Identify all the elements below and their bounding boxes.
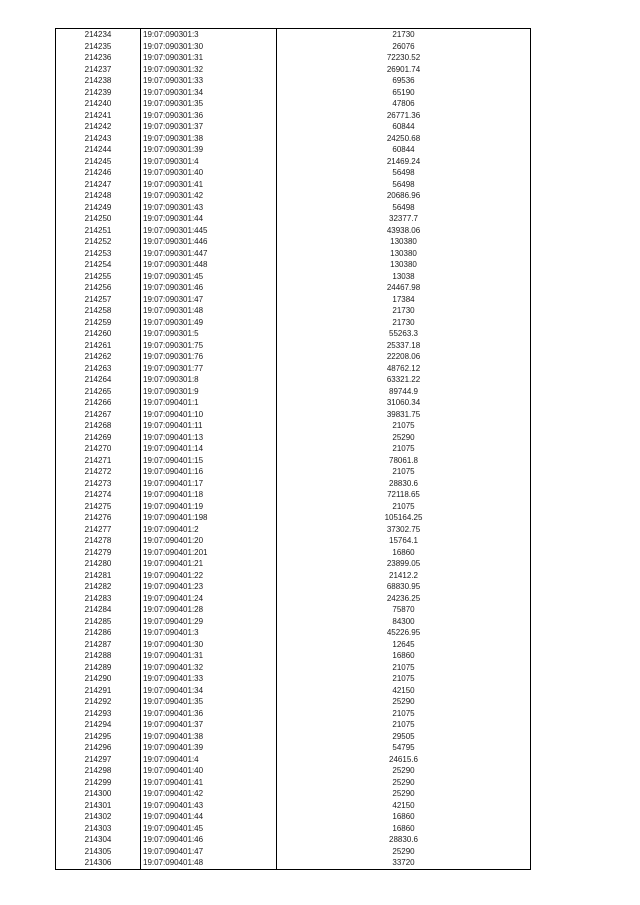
table-row: [56, 156, 531, 168]
table-row: [56, 190, 531, 202]
row-id-cell: 214252: [56, 236, 141, 248]
row-id-cell: 214282: [56, 581, 141, 593]
cadastral-code-cell: 19:07:090401:10: [141, 409, 277, 421]
row-id-cell: 214266: [56, 397, 141, 409]
amount-cell: 130380: [277, 236, 531, 248]
cadastral-code-cell: 19:07:090401:43: [141, 800, 277, 812]
amount-cell: 32377.7: [277, 213, 531, 225]
row-id-cell: 214305: [56, 846, 141, 858]
amount-cell: 21075: [277, 501, 531, 513]
row-id-cell: 214294: [56, 719, 141, 731]
table-row: [56, 489, 531, 501]
row-id-cell: 214234: [56, 29, 141, 41]
table-row: [56, 294, 531, 306]
cadastral-code-cell: 19:07:090301:3: [141, 29, 277, 41]
cadastral-code-cell: 19:07:090401:17: [141, 478, 277, 490]
cadastral-code-cell: 19:07:090401:31: [141, 650, 277, 662]
amount-cell: 63321.22: [277, 374, 531, 386]
table-row: [56, 547, 531, 559]
row-id-cell: 214267: [56, 409, 141, 421]
cadastral-code-cell: 19:07:090401:20: [141, 535, 277, 547]
amount-cell: 60844: [277, 121, 531, 133]
row-id-cell: 214293: [56, 708, 141, 720]
row-id-cell: 214265: [56, 386, 141, 398]
row-id-cell: 214279: [56, 547, 141, 559]
amount-cell: 37302.75: [277, 524, 531, 536]
cadastral-code-cell: 19:07:090301:446: [141, 236, 277, 248]
cadastral-code-cell: 19:07:090401:41: [141, 777, 277, 789]
table-row: [56, 627, 531, 639]
row-id-cell: 214268: [56, 420, 141, 432]
row-id-cell: 214274: [56, 489, 141, 501]
row-id-cell: 214297: [56, 754, 141, 766]
row-id-cell: 214241: [56, 110, 141, 122]
cadastral-code-cell: 19:07:090301:44: [141, 213, 277, 225]
row-id-cell: 214237: [56, 64, 141, 76]
amount-cell: 69536: [277, 75, 531, 87]
row-id-cell: 214264: [56, 374, 141, 386]
row-id-cell: 214295: [56, 731, 141, 743]
row-id-cell: 214290: [56, 673, 141, 685]
amount-cell: 25290: [277, 432, 531, 444]
row-id-cell: 214299: [56, 777, 141, 789]
table-row: [56, 64, 531, 76]
amount-cell: 25290: [277, 696, 531, 708]
amount-cell: 16860: [277, 811, 531, 823]
table-row: [56, 340, 531, 352]
table-row: [56, 248, 531, 260]
cadastral-code-cell: 19:07:090301:4: [141, 156, 277, 168]
table-row: [56, 570, 531, 582]
amount-cell: 72118.65: [277, 489, 531, 501]
amount-cell: 56498: [277, 202, 531, 214]
row-id-cell: 214262: [56, 351, 141, 363]
table-row: [56, 386, 531, 398]
table-row: [56, 501, 531, 513]
cadastral-code-cell: 19:07:090301:33: [141, 75, 277, 87]
row-id-cell: 214306: [56, 857, 141, 869]
row-id-cell: 214298: [56, 765, 141, 777]
cadastral-code-cell: 19:07:090401:18: [141, 489, 277, 501]
cadastral-code-cell: 19:07:090401:36: [141, 708, 277, 720]
amount-cell: 26076: [277, 41, 531, 53]
cadastral-code-cell: 19:07:090401:46: [141, 834, 277, 846]
amount-cell: 21412.2: [277, 570, 531, 582]
amount-cell: 89744.9: [277, 386, 531, 398]
table-row: [56, 271, 531, 283]
cadastral-code-cell: 19:07:090301:39: [141, 144, 277, 156]
table-row: [56, 144, 531, 156]
cadastral-code-cell: 19:07:090401:34: [141, 685, 277, 697]
table-row: [56, 259, 531, 271]
row-id-cell: 214277: [56, 524, 141, 536]
table-row: [56, 765, 531, 777]
table-row: [56, 731, 531, 743]
table-row: [56, 167, 531, 179]
amount-cell: 130380: [277, 259, 531, 271]
amount-cell: 16860: [277, 650, 531, 662]
table-row: [56, 87, 531, 99]
row-id-cell: 214292: [56, 696, 141, 708]
amount-cell: 21730: [277, 29, 531, 41]
amount-cell: 20686.96: [277, 190, 531, 202]
row-id-cell: 214284: [56, 604, 141, 616]
data-table: [55, 28, 531, 870]
table-row: [56, 363, 531, 375]
table-row: [56, 455, 531, 467]
amount-cell: 39831.75: [277, 409, 531, 421]
amount-cell: 65190: [277, 87, 531, 99]
table-row: [56, 466, 531, 478]
cadastral-code-cell: 19:07:090401:42: [141, 788, 277, 800]
row-id-cell: 214286: [56, 627, 141, 639]
table-row: [56, 800, 531, 812]
amount-cell: 48762.12: [277, 363, 531, 375]
cadastral-code-cell: 19:07:090401:40: [141, 765, 277, 777]
row-id-cell: 214287: [56, 639, 141, 651]
table-row: [56, 351, 531, 363]
table-row: [56, 512, 531, 524]
amount-cell: 31060.34: [277, 397, 531, 409]
cadastral-code-cell: 19:07:090401:13: [141, 432, 277, 444]
amount-cell: 25290: [277, 765, 531, 777]
table-row: [56, 420, 531, 432]
amount-cell: 130380: [277, 248, 531, 260]
table-row: [56, 639, 531, 651]
cadastral-code-cell: 19:07:090301:43: [141, 202, 277, 214]
row-id-cell: 214276: [56, 512, 141, 524]
cadastral-code-cell: 19:07:090401:29: [141, 616, 277, 628]
table-row: [56, 524, 531, 536]
amount-cell: 21469.24: [277, 156, 531, 168]
amount-cell: 21730: [277, 317, 531, 329]
row-id-cell: 214304: [56, 834, 141, 846]
row-id-cell: 214270: [56, 443, 141, 455]
row-id-cell: 214301: [56, 800, 141, 812]
cadastral-code-cell: 19:07:090401:30: [141, 639, 277, 651]
amount-cell: 45226.95: [277, 627, 531, 639]
cadastral-code-cell: 19:07:090301:42: [141, 190, 277, 202]
cadastral-code-cell: 19:07:090301:34: [141, 87, 277, 99]
table-row: [56, 708, 531, 720]
table-row: [56, 685, 531, 697]
cadastral-code-cell: 19:07:090301:448: [141, 259, 277, 271]
row-id-cell: 214255: [56, 271, 141, 283]
amount-cell: 13038: [277, 271, 531, 283]
row-id-cell: 214235: [56, 41, 141, 53]
cadastral-code-cell: 19:07:090301:75: [141, 340, 277, 352]
table-row: [56, 179, 531, 191]
amount-cell: 84300: [277, 616, 531, 628]
amount-cell: 42150: [277, 685, 531, 697]
table-row: [56, 616, 531, 628]
table-row: [56, 29, 531, 41]
amount-cell: 24250.68: [277, 133, 531, 145]
table-row: [56, 604, 531, 616]
row-id-cell: 214257: [56, 294, 141, 306]
amount-cell: 23899.05: [277, 558, 531, 570]
table-row: [56, 52, 531, 64]
amount-cell: 68830.95: [277, 581, 531, 593]
row-id-cell: 214258: [56, 305, 141, 317]
amount-cell: 25290: [277, 846, 531, 858]
table-row: [56, 823, 531, 835]
table-row: [56, 581, 531, 593]
amount-cell: 26901.74: [277, 64, 531, 76]
amount-cell: 75870: [277, 604, 531, 616]
table-row: [56, 754, 531, 766]
table-row: [56, 535, 531, 547]
table-row: [56, 650, 531, 662]
amount-cell: 16860: [277, 823, 531, 835]
row-id-cell: 214242: [56, 121, 141, 133]
amount-cell: 25337.18: [277, 340, 531, 352]
table-row: [56, 225, 531, 237]
row-id-cell: 214245: [56, 156, 141, 168]
amount-cell: 43938.06: [277, 225, 531, 237]
row-id-cell: 214291: [56, 685, 141, 697]
row-id-cell: 214250: [56, 213, 141, 225]
cadastral-code-cell: 19:07:090401:1: [141, 397, 277, 409]
amount-cell: 47806: [277, 98, 531, 110]
table-row: [56, 409, 531, 421]
cadastral-code-cell: 19:07:090401:15: [141, 455, 277, 467]
cadastral-code-cell: 19:07:090401:39: [141, 742, 277, 754]
table-row: [56, 133, 531, 145]
row-id-cell: 214273: [56, 478, 141, 490]
row-id-cell: 214278: [56, 535, 141, 547]
cadastral-code-cell: 19:07:090401:24: [141, 593, 277, 605]
amount-cell: 24615.6: [277, 754, 531, 766]
amount-cell: 24236.25: [277, 593, 531, 605]
amount-cell: 24467.98: [277, 282, 531, 294]
cadastral-code-cell: 19:07:090401:47: [141, 846, 277, 858]
amount-cell: 54795: [277, 742, 531, 754]
row-id-cell: 214244: [56, 144, 141, 156]
table-row: [56, 202, 531, 214]
cadastral-code-cell: 19:07:090301:445: [141, 225, 277, 237]
row-id-cell: 214239: [56, 87, 141, 99]
cadastral-code-cell: 19:07:090301:447: [141, 248, 277, 260]
row-id-cell: 214247: [56, 179, 141, 191]
row-id-cell: 214275: [56, 501, 141, 513]
amount-cell: 28830.6: [277, 478, 531, 490]
row-id-cell: 214281: [56, 570, 141, 582]
table-row: [56, 443, 531, 455]
cadastral-code-cell: 19:07:090301:76: [141, 351, 277, 363]
row-id-cell: 214271: [56, 455, 141, 467]
table-row: [56, 846, 531, 858]
table-row: [56, 397, 531, 409]
row-id-cell: 214261: [56, 340, 141, 352]
amount-cell: 21075: [277, 420, 531, 432]
table-row: [56, 593, 531, 605]
row-id-cell: 214263: [56, 363, 141, 375]
row-id-cell: 214296: [56, 742, 141, 754]
cadastral-code-cell: 19:07:090301:9: [141, 386, 277, 398]
table-row: [56, 834, 531, 846]
cadastral-code-cell: 19:07:090301:41: [141, 179, 277, 191]
cadastral-code-cell: 19:07:090401:2: [141, 524, 277, 536]
table-row: [56, 857, 531, 869]
cadastral-code-cell: 19:07:090401:33: [141, 673, 277, 685]
row-id-cell: 214246: [56, 167, 141, 179]
cadastral-code-cell: 19:07:090401:45: [141, 823, 277, 835]
amount-cell: 56498: [277, 167, 531, 179]
table-row: [56, 282, 531, 294]
amount-cell: 15764.1: [277, 535, 531, 547]
amount-cell: 21075: [277, 662, 531, 674]
cadastral-code-cell: 19:07:090301:40: [141, 167, 277, 179]
cadastral-code-cell: 19:07:090301:37: [141, 121, 277, 133]
amount-cell: 12645: [277, 639, 531, 651]
cadastral-code-cell: 19:07:090401:21: [141, 558, 277, 570]
row-id-cell: 214249: [56, 202, 141, 214]
row-id-cell: 214272: [56, 466, 141, 478]
amount-cell: 16860: [277, 547, 531, 559]
amount-cell: 105164.25: [277, 512, 531, 524]
amount-cell: 21730: [277, 305, 531, 317]
cadastral-code-cell: 19:07:090301:32: [141, 64, 277, 76]
cadastral-code-cell: 19:07:090301:30: [141, 41, 277, 53]
cadastral-code-cell: 19:07:090401:11: [141, 420, 277, 432]
cadastral-code-cell: 19:07:090401:3: [141, 627, 277, 639]
table-row: [56, 696, 531, 708]
table-row: [56, 777, 531, 789]
amount-cell: 21075: [277, 443, 531, 455]
row-id-cell: 214285: [56, 616, 141, 628]
cadastral-code-cell: 19:07:090401:22: [141, 570, 277, 582]
row-id-cell: 214236: [56, 52, 141, 64]
table-row: [56, 374, 531, 386]
amount-cell: 17384: [277, 294, 531, 306]
row-id-cell: 214280: [56, 558, 141, 570]
cadastral-code-cell: 19:07:090301:35: [141, 98, 277, 110]
cadastral-code-cell: 19:07:090401:201: [141, 547, 277, 559]
cadastral-code-cell: 19:07:090301:45: [141, 271, 277, 283]
row-id-cell: 214254: [56, 259, 141, 271]
amount-cell: 29505: [277, 731, 531, 743]
cadastral-code-cell: 19:07:090401:23: [141, 581, 277, 593]
row-id-cell: 214256: [56, 282, 141, 294]
cadastral-code-cell: 19:07:090401:35: [141, 696, 277, 708]
table-row: [56, 236, 531, 248]
row-id-cell: 214300: [56, 788, 141, 800]
cadastral-code-cell: 19:07:090301:8: [141, 374, 277, 386]
amount-cell: 21075: [277, 466, 531, 478]
table-row: [56, 432, 531, 444]
table-row: [56, 811, 531, 823]
table-row: [56, 98, 531, 110]
table-row: [56, 305, 531, 317]
cadastral-code-cell: 19:07:090301:46: [141, 282, 277, 294]
row-id-cell: 214260: [56, 328, 141, 340]
cadastral-code-cell: 19:07:090401:38: [141, 731, 277, 743]
row-id-cell: 214243: [56, 133, 141, 145]
table-row: [56, 558, 531, 570]
amount-cell: 28830.6: [277, 834, 531, 846]
row-id-cell: 214253: [56, 248, 141, 260]
cadastral-code-cell: 19:07:090401:4: [141, 754, 277, 766]
amount-cell: 33720: [277, 857, 531, 869]
row-id-cell: 214289: [56, 662, 141, 674]
cadastral-code-cell: 19:07:090401:16: [141, 466, 277, 478]
table-row: [56, 121, 531, 133]
cadastral-code-cell: 19:07:090301:5: [141, 328, 277, 340]
amount-cell: 60844: [277, 144, 531, 156]
row-id-cell: 214259: [56, 317, 141, 329]
amount-cell: 72230.52: [277, 52, 531, 64]
cadastral-code-cell: 19:07:090301:48: [141, 305, 277, 317]
table-row: [56, 328, 531, 340]
amount-cell: 25290: [277, 777, 531, 789]
row-id-cell: 214248: [56, 190, 141, 202]
amount-cell: 22208.06: [277, 351, 531, 363]
amount-cell: 21075: [277, 673, 531, 685]
amount-cell: 56498: [277, 179, 531, 191]
table-row: [56, 75, 531, 87]
cadastral-code-cell: 19:07:090401:32: [141, 662, 277, 674]
amount-cell: 21075: [277, 708, 531, 720]
cadastral-code-cell: 19:07:090301:47: [141, 294, 277, 306]
amount-cell: 21075: [277, 719, 531, 731]
amount-cell: 42150: [277, 800, 531, 812]
row-id-cell: 214288: [56, 650, 141, 662]
table-row: [56, 41, 531, 53]
row-id-cell: 214302: [56, 811, 141, 823]
cadastral-code-cell: 19:07:090301:49: [141, 317, 277, 329]
row-id-cell: 214251: [56, 225, 141, 237]
row-id-cell: 214303: [56, 823, 141, 835]
table-row: [56, 788, 531, 800]
table-row: [56, 317, 531, 329]
table-row: [56, 673, 531, 685]
cadastral-code-cell: 19:07:090301:38: [141, 133, 277, 145]
table-row: [56, 213, 531, 225]
cadastral-code-cell: 19:07:090401:28: [141, 604, 277, 616]
cadastral-code-cell: 19:07:090301:31: [141, 52, 277, 64]
table-row: [56, 662, 531, 674]
cadastral-code-cell: 19:07:090401:44: [141, 811, 277, 823]
amount-cell: 25290: [277, 788, 531, 800]
amount-cell: 78061.8: [277, 455, 531, 467]
row-id-cell: 214240: [56, 98, 141, 110]
row-id-cell: 214283: [56, 593, 141, 605]
row-id-cell: 214238: [56, 75, 141, 87]
amount-cell: 26771.36: [277, 110, 531, 122]
table-body: [56, 29, 531, 870]
table-row: [56, 110, 531, 122]
cadastral-code-cell: 19:07:090401:198: [141, 512, 277, 524]
table-row: [56, 742, 531, 754]
table-row: [56, 478, 531, 490]
amount-cell: 55263.3: [277, 328, 531, 340]
cadastral-code-cell: 19:07:090301:36: [141, 110, 277, 122]
cadastral-code-cell: 19:07:090401:48: [141, 857, 277, 869]
row-id-cell: 214269: [56, 432, 141, 444]
cadastral-code-cell: 19:07:090401:19: [141, 501, 277, 513]
cadastral-code-cell: 19:07:090301:77: [141, 363, 277, 375]
cadastral-code-cell: 19:07:090401:37: [141, 719, 277, 731]
cadastral-code-cell: 19:07:090401:14: [141, 443, 277, 455]
table-row: [56, 719, 531, 731]
